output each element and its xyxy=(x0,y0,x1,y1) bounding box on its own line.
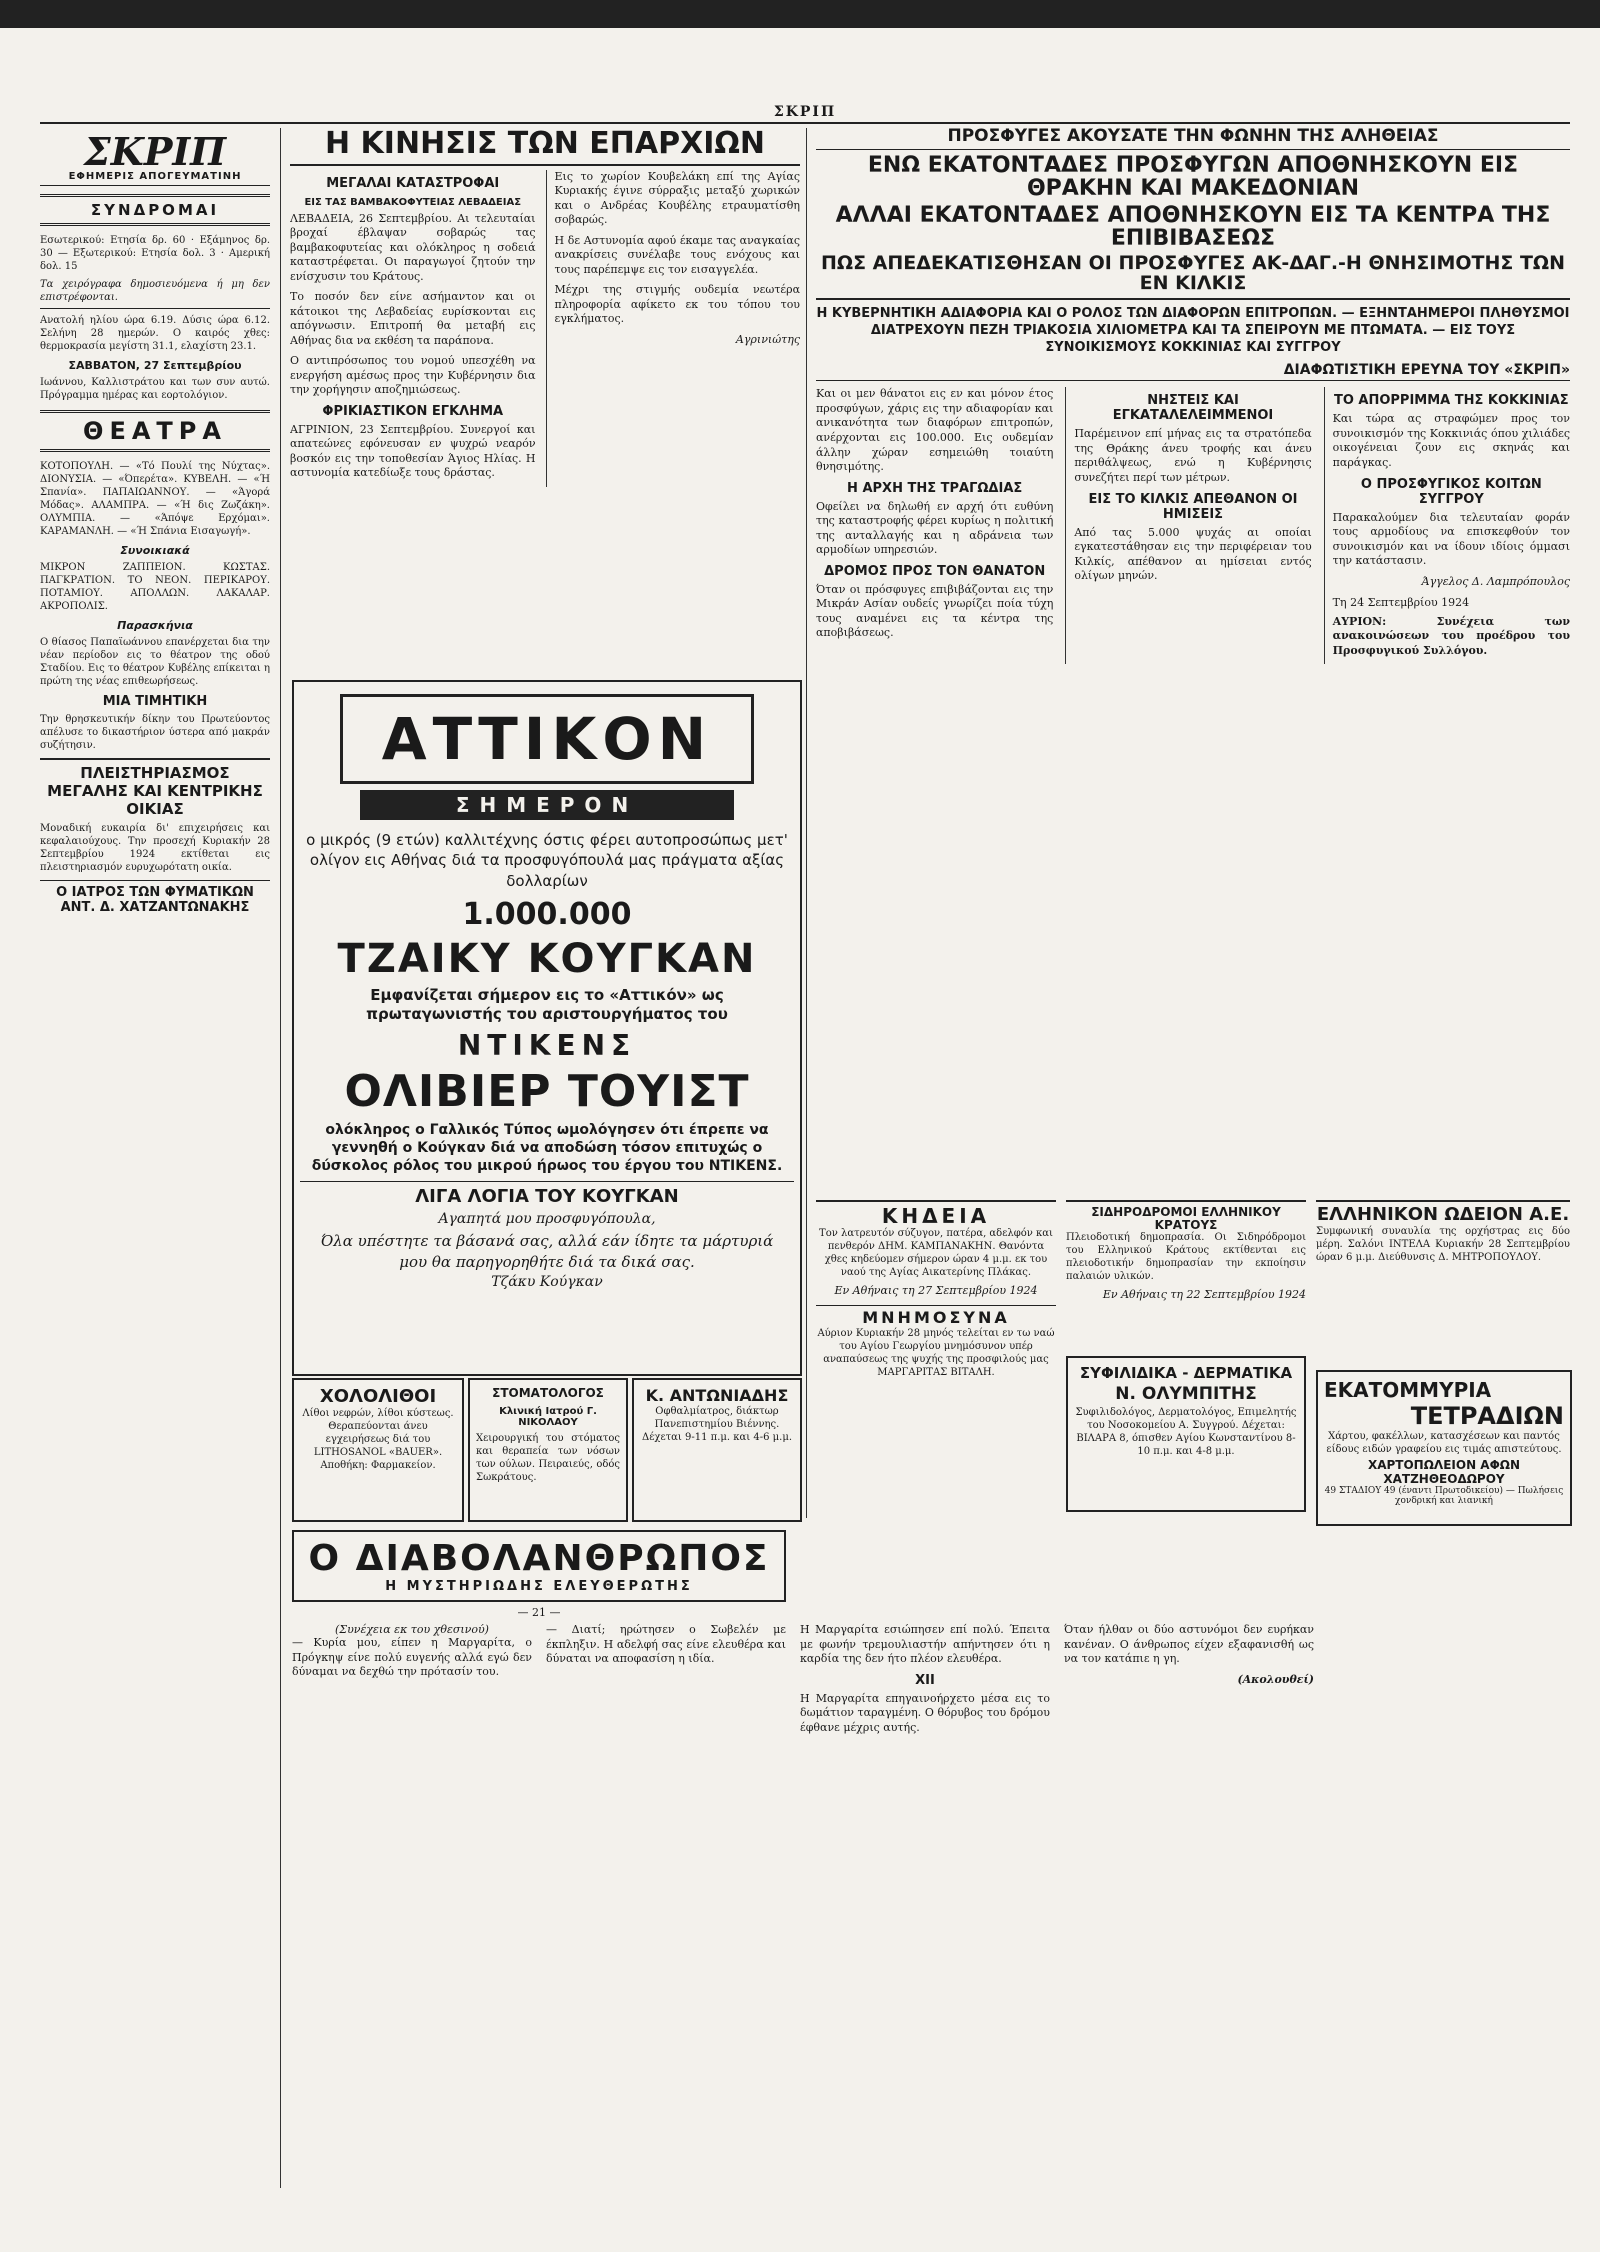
serial-col-1 xyxy=(292,1623,532,1741)
refugees-byline: ΔΙΑΦΩΤΙΣΤΙΚΗ ΕΡΕΥΝΑ ΤΟΥ «ΣΚΡΙΠ» xyxy=(816,363,1570,382)
provinces-sub1b: ΕΙΣ ΤΑΣ ΒΑΜΒΑΚΟΦΥΤΕΙΑΣ ΛΕΒΑΔΕΙΑΣ xyxy=(304,196,522,208)
refugees-date: Τη 24 Σεπτεμβρίου 1924 xyxy=(1332,595,1470,609)
refugees-p1: Και οι μεν θάνατοι εις εν και μόνον έτος προσφύγων, χάρις εις την αδιαφορίαν και ανικανότητα των διαφόρων επιτροπών, ανέρχονται εις 100.000. Εις ουδεμίαν άλλην χώραν εσημειώθη τοιαύτη θνησιμότης. xyxy=(816,387,1054,474)
cholelithoi-heading: ΧΟΛΟΛΙΘΟΙ xyxy=(319,1386,437,1407)
ads-note: Τα χειρόγραφα δημοσιευόμενα ή μη δεν επιστρέφονται. xyxy=(40,278,270,309)
cholelithoi-text: Λίθοι νεφρών, λίθοι κύστεως. Θεραπεύονται άνευ εγχειρήσεως διά του LITHOSANOL «BAUER». Αποθήκη: Φαρμακείον. xyxy=(302,1408,454,1471)
provinces-p2: Το ποσόν δεν είνε ασήμαντον και οι κάτοικοι της Λεβαδείας ευρίσκονται εις απόγνωσιν. Επιτροπή θα μεταβή εις Αθήνας δια να εκθέση τα παράπονα. xyxy=(290,290,536,347)
refugees-p2: Οφείλει να δηλωθή εν αρχή ότι ευθύνη της καταστροφής φέρει κυρίως η πολιτική της ανταλλαγής και η αδράνεια των αρμοδίων υπηρεσιών. xyxy=(816,499,1054,557)
syphilis-ad xyxy=(1066,1356,1306,1512)
theatres-text: ΚΟΤΟΠΟΥΛΗ. — «Τό Πουλί της Νύχτας». ΔΙΟΝΥΣΙΑ. — «Όπερέτα». ΚΥΒΕΛΗ. — «Ή Σπανία». ΠΑΠΑΙΩΑΝΝΟΥ. — «Άγορά Μόδας». ΑΛΑΜΠΡΑ. — «Ή δις Ζωζάκη». ΟΛΥΜΠΙΑ. — «Άπόψε Ερχόμαι». ΚΑΡΑΜΑΝΛΗ. — «Ή Σπάνια Εισαγωγή». xyxy=(40,461,270,538)
weather-text: Ανατολή ηλίου ώρα 6.19. Δύσις ώρα 6.12. Σελήνη 28 ημερών. Ο καιρός χθες: θερμοκρασία μεγίστη 31.1, ελαχίστη 23.1. xyxy=(40,315,270,353)
refugees-heading-4: ΠΩΣ ΑΠΕΔΕΚΑΤΙΣΘΗΣΑΝ ΟΙ ΠΡΟΣΦΥΓΕΣ ΑΚ-ΔΑΓ.-Η ΘΝΗΣΙΜΟΤΗΣ ΤΩΝ ΕΝ ΚΙΛΚΙΣ xyxy=(816,254,1570,300)
stomatology-heading: ΣΤΟΜΑΤΟΛΟΓΟΣ xyxy=(492,1386,604,1400)
attikon-ad xyxy=(292,680,802,1376)
theatres-heading: ΘΕΑΤΡΑ xyxy=(40,410,270,452)
serial-subtitle: Η ΜΥΣΤΗΡΙΩΔΗΣ ΕΛΕΥΘΕΡΩΤΗΣ xyxy=(385,1579,693,1594)
serial-continued: (Συνέχεια εκ του χθεσινού) xyxy=(335,1623,489,1636)
memorial-text: Αύριον Κυριακήν 28 μηνός τελείται εν τω ναώ του Αγίου Γεωργίου μνημόσυνον υπέρ αναπαύσεως της ψυχής της προσφιλούς μας ΜΑΡΓΑΡΙΤΑΣ ΒΙΤΑΛΗ. xyxy=(817,1327,1055,1378)
provinces-col-1 xyxy=(290,170,536,487)
serial-columns xyxy=(292,1623,1570,1741)
serial-title: Ο ΔΙΑΒΟΛΑΝΘΡΩΠΟΣ xyxy=(308,1538,770,1579)
left-column xyxy=(40,128,270,2188)
notices-heading: Παρασκήνια xyxy=(117,619,193,633)
serial-chapter: XII xyxy=(915,1672,935,1688)
refugees-section xyxy=(816,128,1570,1188)
conservatory-text: Συμφωνική συναυλία της ορχήστρας εις δύο μέρη. Σαλόνι ΙΝΤΕΛΑ Κυριακήν 28 Σεπτεμβρίου ώραν 6 μ.μ. Διεύθυνσις Δ. ΜΗΤΡΟΠΟΥΛΟΥ. xyxy=(1316,1225,1570,1263)
refugees-sub-kokkinia: ΤΟ ΑΠΟΡΡΙΜΜΑ ΤΗΣ ΚΟΚΚΙΝΙΑΣ xyxy=(1333,393,1569,409)
provinces-sub2: ΦΡΙΚΙΑΣΤΙΚΟΝ ΕΓΚΛΗΜΑ xyxy=(322,403,504,419)
provinces-signature: Αγρινιώτης xyxy=(735,332,800,346)
notices-text: Ο θίασος Παπαϊωάννου επανέρχεται δια την νέαν περίοδον εις το θέατρον της οδού Σταδίου. Εις το θέατρον Κυβέλης επίκειται η πρώτη της νέας επιθεωρήσεως. xyxy=(40,637,270,688)
refugees-heading-1: ΠΡΟΣΦΥΓΕΣ ΑΚΟΥΣΑΤΕ ΤΗΝ ΦΩΝΗΝ ΤΗΣ ΑΛΗΘΕΙΑΣ xyxy=(816,128,1570,150)
refugees-sub-dromos: ΔΡΟΜΟΣ ΠΡΟΣ ΤΟΝ ΘΑΝΑΤΟΝ xyxy=(824,563,1046,579)
provinces-p4: ΑΓΡΙΝΙΟΝ, 23 Σεπτεμβρίου. Συνεργοί και απατεώνες εφόνευσαν εν ψυχρώ νεαρόν βοσκόν εις την τοποθεσίαν Άγιος Ηλίας. Η αστυνομία κατεδίωξε τους δράστας. xyxy=(290,422,536,480)
subscriptions-heading: ΣΥΝΔΡΟΜΑΙ xyxy=(40,194,270,226)
cinemas-text: ΜΙΚΡΟΝ ΖΑΠΠΕΙΟΝ. ΚΩΣΤΑΣ. ΠΑΓΚΡΑΤΙΟΝ. ΤΟ ΝΕΟΝ. ΠΕΡΙΚΑΡΟΥ. ΠΟΤΑΜΙΟΥ. ΑΠΟΛΛΩΝ. ΛΑΚΑΛΑΡ. ΑΚΡΟΠΟΛΙΣ. xyxy=(40,562,270,613)
running-head: ΣΚΡΙΠ xyxy=(40,104,1570,124)
serial-p5: Όταν ήλθαν οι δύο αστυνόμοι δεν ευρήκαν κανέναν. Ο άνθρωπος είχεν εξαφανισθή ως να τον κατάπιε η γη. xyxy=(1064,1623,1314,1666)
refugees-col-1 xyxy=(816,387,1053,664)
attikon-line1: ο μικρός (9 ετών) καλλιτέχνης όστις φέρει αυτοπροσώπως μετ' ολίγον εις Αθήνας διά τα προσφυγόπουλά μας πράγματα αξίας δολλαρίων xyxy=(306,831,788,890)
small-news-heading: ΜΙΑ ΤΙΜΗΤΙΚΗ xyxy=(102,694,208,710)
refugees-signature: Άγγελος Δ. Λαμπρόπουλος xyxy=(1421,574,1570,588)
serial-p1: — Κυρία μου, είπεν η Μαργαρίτα, ο Πρόγκηψ είνε πολύ ευγενής αλλά εγώ δεν δύναμαι να δεχθώ την πρότασίν του. xyxy=(292,1636,532,1679)
ophthalmology-doctor: Κ. ΑΝΤΩΝΙΑΔΗΣ xyxy=(645,1386,789,1405)
auction-heading: ΠΛΕΙΣΤΗΡΙΑΣΜΟΣ ΜΕΓΑΛΗΣ ΚΑΙ ΚΕΝΤΡΙΚΗΣ ΟΙΚΙΑΣ xyxy=(40,758,270,818)
attikon-today: ΣΗΜΕΡΟΝ xyxy=(360,790,734,820)
provinces-col2-p1: Εις το χωρίον Κουβελάκη επί της Αγίας Κυριακής έγινε σύρραξις μεταξύ χωρικών και ο Ανδρέας Κουβέλης ετραυματίσθη σοβαρώς. xyxy=(554,169,800,227)
attikon-author: ΝΤΙΚΕΝΣ xyxy=(457,1028,637,1062)
serial-continued-next: (Ακολουθεί) xyxy=(1237,1672,1314,1686)
memorial-heading: ΜΝΗΜΟΣΥΝΑ xyxy=(816,1305,1056,1327)
provinces-col2-p2: Η δε Αστυνομία αφού έκαμε τας αναγκαίας ανακρίσεις συνέλαβε τους ενόχους και τους παρέπεμψε εις τον εισαγγελέα. xyxy=(554,233,800,276)
calendar-heading: ΣΑΒΒΑΤΟΝ, 27 Σεπτεμβρίου xyxy=(68,359,242,373)
provinces-sub1: ΜΕΓΑΛΑΙ ΚΑΤΑΣΤΡΟΦΑΙ xyxy=(326,175,500,191)
small-news-text: Την θρησκευτικήν δίκην του Πρωτεύοντος απέλυσε το δικαστήριον ύστερα από μακράν συζήτησιν. xyxy=(40,714,270,752)
notebooks-heading-2: ΤΕΤΡΑΔΙΩΝ xyxy=(1410,1402,1564,1430)
railways-heading: ΣΙΔΗΡΟΔΡΟΜΟΙ ΕΛΛΗΝΙΚΟΥ ΚΡΑΤΟΥΣ xyxy=(1091,1205,1281,1232)
refugees-sub-kilkis: ΕΙΣ ΤΟ ΚΙΛΚΙΣ ΑΠΕΘΑΝΟΝ ΟΙ ΗΜΙΣΕΙΣ xyxy=(1088,491,1298,522)
refugees-sub-syggrou: Ο ΠΡΟΣΦΥΓΙΚΟΣ ΚΟΙΤΩΝ ΣΥΓΓΡΟΥ xyxy=(1360,476,1542,507)
stomatology-doctor: Κλινική Ιατρού Γ. ΝΙΚΟΛΑΟΥ xyxy=(499,1406,597,1428)
serial-col-3 xyxy=(800,1623,1050,1741)
railways-notice xyxy=(1066,1200,1306,1342)
railways-date: Εν Αθήναις τη 22 Σεπτεμβρίου 1924 xyxy=(1102,1288,1306,1302)
refugees-deck: Η ΚΥΒΕΡΝΗΤΙΚΗ ΑΔΙΑΦΟΡΙΑ ΚΑΙ Ο ΡΟΛΟΣ ΤΩΝ ΔΙΑΦΟΡΩΝ ΕΠΙΤΡΟΠΩΝ. — ΕΞΗΝΤΑΗΜΕΡΟΙ ΠΛΗΘΥΣΜΟΙ ΔΙΑΤΡΕΧΟΥΝ ΠΕΖΗ ΤΡΙΑΚΟΣΙΑ ΧΙΛΙΟΜΕΤΡΑ ΚΑΙ ΤΑ ΣΠΕΙΡΟΥΝ ΜΕ ΠΤΩΜΑΤΑ. — ΕΙΣ ΤΟΥΣ ΣΥΝΟΙΚΙΣΜΟΥΣ ΚΟΚΚΙΝΙΑΣ ΚΑΙ ΣΥΓΓΡΟΥ xyxy=(816,306,1570,355)
serial-col-2 xyxy=(546,1623,786,1741)
refugees-heading-3: ΑΛΛΑΙ ΕΚΑΤΟΝΤΑΔΕΣ ΑΠΟΘΝΗΣΚΟΥΝ ΕΙΣ ΤΑ ΚΕΝΤΡΑ ΤΗΣ ΕΠΙΒΙΒΑΣΕΩΣ xyxy=(835,203,1551,252)
refugees-p3: Όταν οι πρόσφυγες επιβιβάζονται εις την Μικράν Ασίαν ουδείς γνωρίζει ποία τύχη τους αναμένει εις τα κέντρα της αποβιβάσεως. xyxy=(816,582,1054,640)
serial-p3: Η Μαργαρίτα εσιώπησεν επί πολύ. Έπειτα με φωνήν τρεμουλιαστήν απήντησεν ότι η καρδία της δεν ήτο πλέον ελευθέρα. xyxy=(800,1623,1050,1666)
doctor-ad: Ο ΙΑΤΡΟΣ ΤΩΝ ΦΥΜΑΤΙΚΩΝ ΑΝΤ. Δ. ΧΑΤΖΑΝΤΩΝΑΚΗΣ xyxy=(40,880,270,915)
stomatology-text: Χειρουργική του στόματος και θεραπεία των νόσων των ούλων. Πειραιεύς, οδός Σωκράτους. xyxy=(476,1433,620,1483)
notebooks-text: Χάρτου, φακέλλων, κατασχέσεων και παντός είδους ειδών γραφείου εις τιμάς απιστεύτους. xyxy=(1326,1431,1562,1455)
serial-section xyxy=(292,1530,1570,2170)
notebooks-ad xyxy=(1316,1370,1572,1526)
provinces-col-2 xyxy=(546,170,801,487)
provinces-p3: Ο αντιπρόσωπος του νομού υπεσχέθη να ενεργήση αμέσως προς την Κυβέρνησιν δια την χορήγησιν αποζημιώσεως. xyxy=(290,354,536,397)
syphilis-doctor: Ν. ΟΛΥΜΠΙΤΗΣ xyxy=(1115,1384,1257,1404)
provinces-p1: ΛΕΒΑΔΕΙΑ, 26 Σεπτεμβρίου. Αι τελευταίαι βροχαί έβλαψαν σοβαρώς τας βαμβακοφυτείας και ολόκληρος η σοδειά καταστρέφεται. Οι παραγωγοί ζητούν την ενίσχυσιν του Κράτους. xyxy=(290,211,536,283)
attikon-quote-heading: ΛΙΓΑ ΛΟΓΙΑ ΤΟΥ ΚΟΥΓΚΑΝ xyxy=(300,1181,794,1207)
provinces-section xyxy=(290,128,800,668)
top-border xyxy=(0,0,1600,28)
attikon-line3: ολόκληρος ο Γαλλικός Τύπος ωμολόγησεν ότι έπρεπε να γεννηθή ο Κούγκαν διά να αποδώση τόσον επιτυχώς ο δύσκολος ρόλος του μικρού ήρωος του έργου του ΝΤΙΚΕΝΣ. xyxy=(311,1121,783,1175)
refugees-p5: Από τας 5.000 ψυχάς αι οποίαι εγκατεστάθησαν εις την περιφέρειαν του Κιλκίς, απέθανον αι ημίσειαι εντός ολίγων μηνών. xyxy=(1074,525,1312,583)
masthead-subtitle: ΕΦΗΜΕΡΙΣ ΑΠΟΓΕΥΜΑΤΙΝΗ xyxy=(40,172,270,187)
refugees-p6: Και τώρα ας στραφώμεν προς τον συνοικισμόν της Κοκκινιάς όπου χιλιάδες οικογένειαι ζουν εις σκηνάς και παράγκας. xyxy=(1332,412,1570,469)
refugees-sub-arxi: Η ΑΡΧΗ ΤΗΣ ΤΡΑΓΩΔΙΑΣ xyxy=(847,480,1023,496)
refugees-p7: Παρακαλούμεν δια τελευταίαν φοράν τους αρμοδίους να επισκεφθούν τον συνοικισμόν και να ίδουν ιδίοις όμμασι την κατάστασιν. xyxy=(1332,510,1570,568)
notebooks-shop: ΧΑΡΤΟΠΩΛΕΙΟΝ ΑΦΩΝ ΧΑΤΖΗΘΕΟΔΩΡΟΥ xyxy=(1367,1458,1521,1486)
attikon-line2: Εμφανίζεται σήμερον εις το «Αττικόν» ως πρωταγωνιστής του αριστουργήματος του xyxy=(366,985,728,1024)
attikon-quote-greeting: Αγαπητά μου προσφυγόπουλα, xyxy=(438,1211,656,1228)
conservatory-heading: ΕΛΛΗΝΙΚΟΝ ΩΔΕΙΟΝ Α.Ε. xyxy=(1316,1204,1570,1225)
subscriptions-text: Εσωτερικού: Ετησία δρ. 60 · Εξάμηνος δρ. 30 — Εξωτερικού: Ετησία δολ. 3 · Αμερική δολ. 15 xyxy=(40,235,270,273)
syphilis-heading: ΣΥΦΙΛΙΔΙΚΑ - ΔΕΡΜΑΤΙΚΑ xyxy=(1079,1364,1293,1382)
death-notices xyxy=(816,1200,1056,1520)
serial-p4: Η Μαργαρίτα επηγαινοήρχετο μέσα εις το δωμάτιον ταραγμένη. Ο θόρυβος του δρόμου έφθανε μέχρις αυτής. xyxy=(800,1691,1050,1734)
cinemas-heading: Συνοικιακά xyxy=(120,544,190,558)
attikon-amount: 1.000.000 xyxy=(462,896,632,932)
provinces-columns xyxy=(290,170,800,487)
refugees-columns xyxy=(816,387,1570,664)
stomatology-ad xyxy=(468,1378,628,1522)
attikon-film: ΟΛΙΒΙΕΡ ΤΟΥΙΣΤ xyxy=(344,1065,750,1117)
column-rule xyxy=(280,128,281,2188)
ophthalmology-ad xyxy=(632,1378,802,1522)
attikon-title: ΑΤΤΙΚΟΝ xyxy=(340,694,754,784)
ophthalmology-text: Οφθαλμίατρος, διάκτωρ Πανεπιστημίου Βιέννης. Δέχεται 9-11 π.μ. και 4-6 μ.μ. xyxy=(641,1406,793,1443)
attikon-star: ΤΖΑΙΚΥ ΚΟΥΓΚΑΝ xyxy=(337,935,757,982)
death-text: Τον λατρευτόν σύζυγον, πατέρα, αδελφόν και πενθερόν ΔΗΜ. ΚΑΜΠΑΝΑΚΗΝ. Θανόντα χθες κηδεύομεν σήμερον ώραν 4 μ.μ. εκ του ναού της Αγίας Αικατερίνης Πλάκας. xyxy=(819,1228,1053,1278)
provinces-col2-p3: Μέχρι της στιγμής ουδεμία νεωτέρα πληροφορία αφίκετο εκ του τόπου του εγκλήματος. xyxy=(554,283,800,326)
provinces-heading: Η ΚΙΝΗΣΙΣ ΤΩΝ ΕΠΑΡΧΙΩΝ xyxy=(290,128,800,166)
refugees-col-3 xyxy=(1324,387,1570,664)
refugees-sub-nisteies: ΝΗΣΤΕΙΣ ΚΑΙ ΕΓΚΑΤΑΛΕΛΕΙΜΜΕΝΟΙ xyxy=(1112,393,1274,424)
attikon-quote-signature: Τζάκυ Κούγκαν xyxy=(491,1273,603,1290)
serial-p2: — Διατί; ηρώτησεν ο Σωβελέν με έκπληξιν. Η αδελφή σας είνε ελευθέρα και δύναται να αποφασίση η ιδία. xyxy=(546,1623,786,1666)
column-rule xyxy=(806,128,807,1518)
refugees-col-2 xyxy=(1065,387,1311,664)
refugees-p4: Παρέμεινον επί μήνας εις τα στρατόπεδα της Θράκης άνευ τροφής και άνευ περιθάλψεως, ενώ η Κυβέρνησις συνεζήτει περί των μέτρων. xyxy=(1074,427,1312,484)
railways-text: Πλειοδοτική δημοπρασία. Οι Σιδηρόδρομοι του Ελληνικού Κράτους εκτίθενται εις πλειοδοτικήν δημοπρασίαν την εκποίησιν παλαιών υλικών. xyxy=(1066,1232,1306,1283)
notebooks-heading-1: ΕΚΑΤΟΜΜΥΡΙΑ xyxy=(1324,1378,1492,1402)
serial-title-box xyxy=(292,1530,786,1602)
syphilis-text: Συφιλιδολόγος, Δερματολόγος, Επιμελητής του Νοσοκομείου Α. Συγγρού. Δέχεται: ΒΙΛΑΡΑ 8, όπισθεν Αγίου Κωνσταντίνου 8-10 π.μ. και 4-8 μ.μ. xyxy=(1075,1407,1297,1457)
serial-episode: — 21 — xyxy=(517,1606,561,1619)
death-heading: ΚΗΔΕΙΑ xyxy=(816,1200,1056,1227)
death-date: Εν Αθήναις τη 27 Σεπτεμβρίου 1924 xyxy=(834,1284,1038,1297)
refugees-tomorrow: ΑΥΡΙΟΝ: Συνέχεια των ανακοινώσεων του προέδρου του Προσφυγικού Συλλόγου. xyxy=(1332,614,1570,657)
auction-text: Μοναδική ευκαιρία δι' επιχειρήσεις και κεφαλαιούχους. Την προσεχή Κυριακήν 28 Σεπτεμβρίου 1924 εκτίθεται εις πλειστηριασμόν ευρυχωρότατη οικία. xyxy=(40,823,270,874)
calendar-text: Ιωάννου, Καλλιστράτου και των συν αυτώ. Πρόγραμμα ημέρας και εορτολόγιον. xyxy=(40,377,270,402)
notebooks-address: 49 ΣΤΑΔΙΟΥ 49 (έναντι Πρωτοδικείου) — Πωλήσεις χονδρική και λιανική xyxy=(1324,1486,1564,1506)
attikon-quote-text: Όλα υπέστητε τα βάσανά σας, αλλά εάν ίδητε τα μάρτυριά μου θα παρηγορηθήτε διά τα δικά σας. xyxy=(320,1232,774,1271)
conservatory-notice xyxy=(1316,1200,1570,1362)
serial-col-4 xyxy=(1064,1623,1314,1741)
masthead-title: ΣΚΡΙΠ xyxy=(83,129,227,174)
cholelithoi-ad xyxy=(292,1378,464,1522)
refugees-heading-2: ΕΝΩ ΕΚΑΤΟΝΤΑΔΕΣ ΠΡΟΣΦΥΓΩΝ ΑΠΟΘΝΗΣΚΟΥΝ ΕΙΣ ΘΡΑΚΗΝ ΚΑΙ ΜΑΚΕΔΟΝΙΑΝ xyxy=(867,152,1519,201)
